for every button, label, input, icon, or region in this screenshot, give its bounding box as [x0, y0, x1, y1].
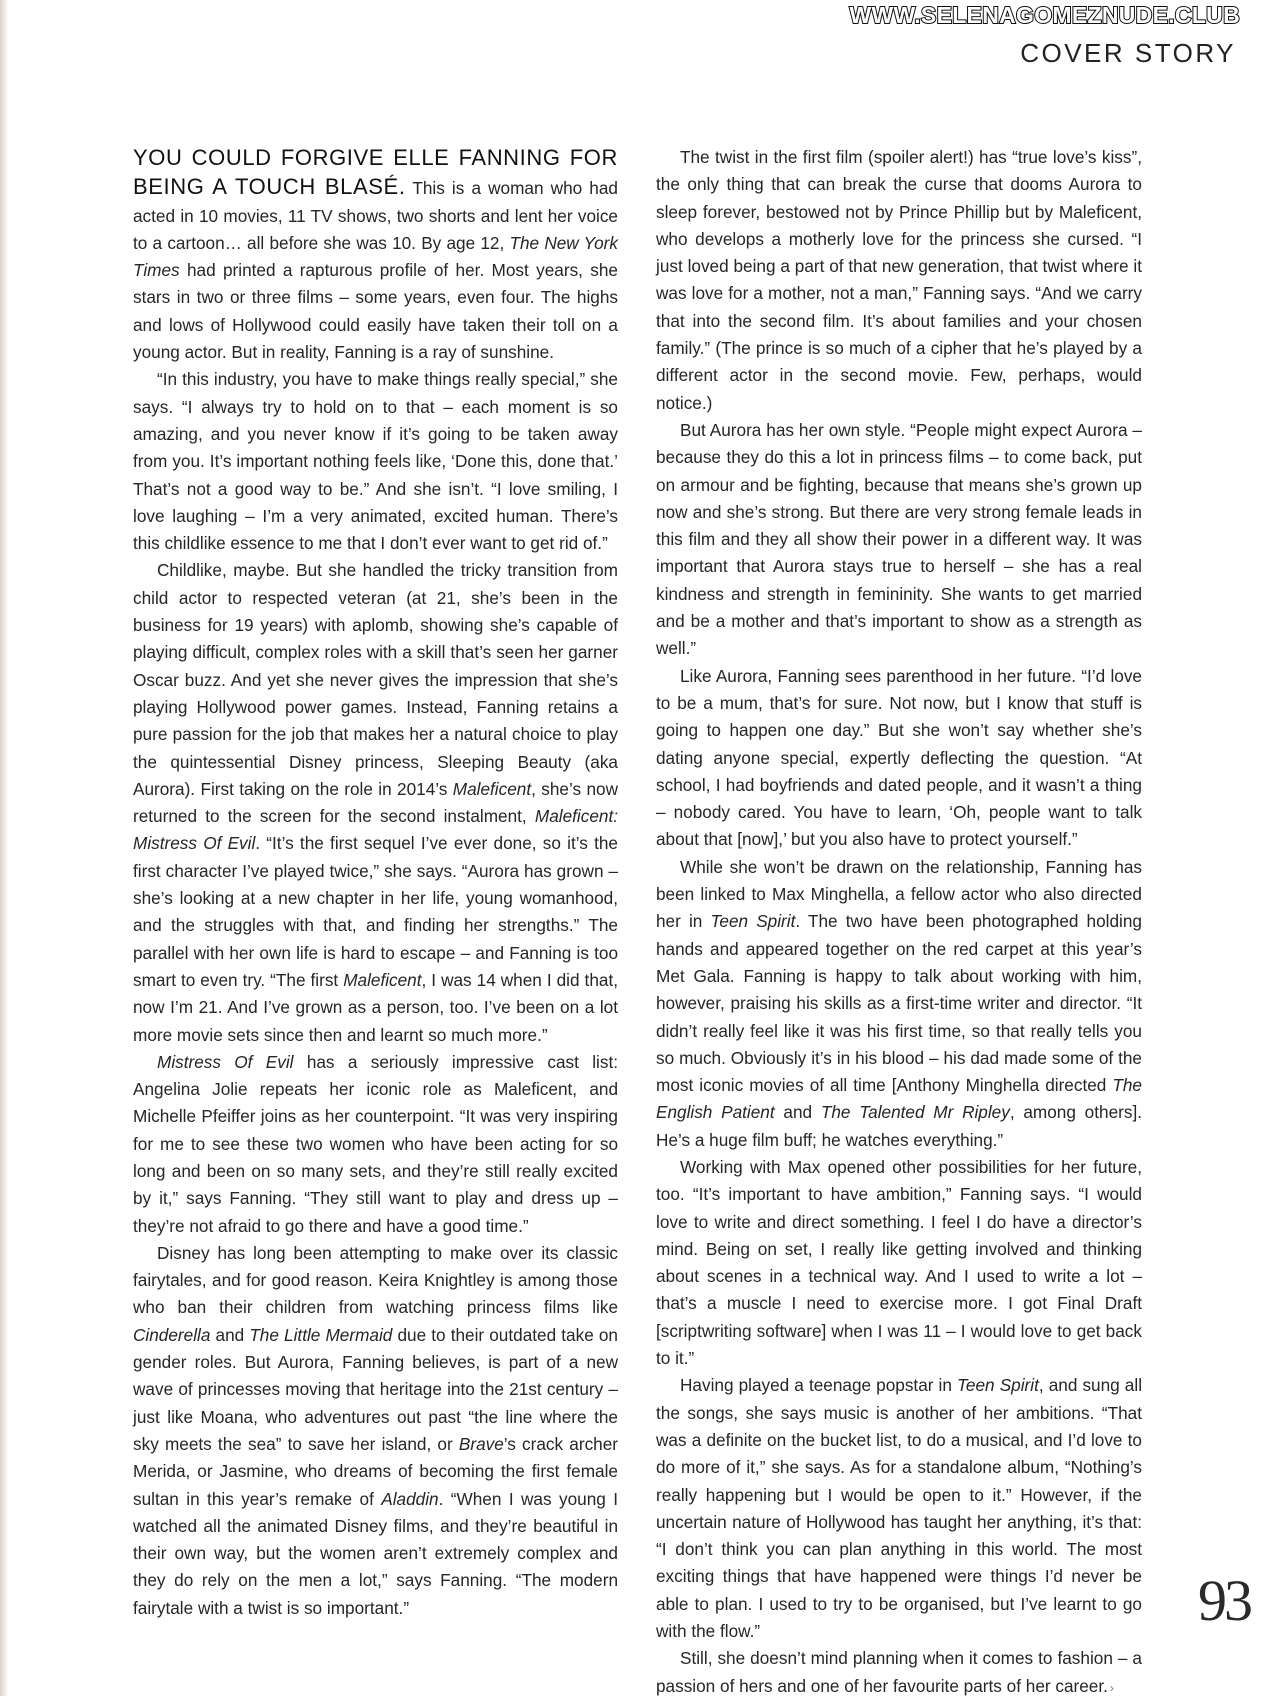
- film-title: Teen Spirit: [710, 911, 796, 932]
- continue-arrow-icon: ›: [1109, 1680, 1114, 1695]
- film-title: Aladdin: [381, 1488, 439, 1509]
- page-gutter-shadow: [0, 0, 9, 1696]
- film-title: Brave: [458, 1433, 504, 1454]
- film-title: Maleficent: Mistress Of Evil: [133, 806, 618, 854]
- film-title: Mistress Of Evil: [157, 1051, 294, 1072]
- film-title: Teen Spirit: [957, 1375, 1039, 1396]
- page-number: 93: [1198, 1568, 1250, 1633]
- film-title: The Talented Mr Ripley: [820, 1102, 1010, 1123]
- article-paragraph: Childlike, maybe. But she handled the tricky transition from child actor to respected veteran (at 21, she’s been in the business for 19 years) with aplomb, showing she’s capable of playing difficult, complex roles with a skill that’s seen her garner Oscar buzz. And yet she never gives the impression that she’s playing Hollywood power games. Instead, Fanning retains a pure passion for the job that makes her a natural choice to play the quintessential Disney princess, Sleeping Beauty (aka Aurora). First taking on the role in 2014’s Maleficent, she’s now returned to the screen for the second instalment, Maleficent: Mistress Of Evil. “It’s the first sequel I’ve ever done, so it’s the first character I’ve played twice,” she says. “Aurora has grown – she’s looking at a new chapter in her life, young womanhood, and the struggles with that, and finding her strengths.” The parallel with her own life is hard to escape – and Fanning is too smart to even try. “The first Maleficent, I was 14 when I did that, now I’m 21. And I’ve grown as a person, too. I’ve been on a lot more movie sets since then and learnt so much more.”: [133, 560, 619, 1045]
- publication-title: The New York Times: [133, 232, 618, 281]
- article-paragraph: Mistress Of Evil has a seriously impressive cast list: Angelina Jolie repeats her iconic role as Maleficent, and Michelle Pfeiffer joins as her counterpoint. “It was very inspiring for me to see these two women who have been acting for so long and been on so many sets, and they’re still really excited by it,” says Fanning. “They still want to play and dress up – they’re not afraid to go there and have a good time.”: [133, 1051, 618, 1236]
- article-paragraph: Working with Max opened other possibilities for her future, too. “It’s important to have ambition,” Fanning says. “I would love to write and direct something. I feel I do have a director’s mind. Being on set, I really like getting involved and thinking about scenes in a technical way. And I used to write a lot – that’s a muscle I need to exercise more. I got Final Draft [scriptwriting software] when I was 11 – I would love to get back to it.”: [656, 1156, 1142, 1369]
- film-title: Maleficent: [343, 969, 422, 990]
- article-paragraph: But Aurora has her own style. “People might expect Aurora – because they do this a lot in princess films – to come back, put on armour and be fighting, because that means she’s grown up now and she’s strong. But there are very strong female leads in this film and they all show their power in a different way. It was important that Aurora stays true to herself – she has a real kindness and strength in femininity. She wants to get married and be a mother and that’s important to show as a strength as well.”: [656, 419, 1142, 659]
- article-column-right: [656, 144, 1142, 1702]
- film-title: Maleficent: [452, 778, 532, 799]
- article-paragraph: Still, she doesn’t mind planning when it comes to fashion – a passion of hers and one of her favourite parts of her career. ›: [656, 1648, 1142, 1696]
- article-paragraph: Disney has long been attempting to make over its classic fairytales, and for good reason. Keira Knightley is among those who ban their children from watching princess films like Cinderella and The Little Mermaid due to their outdated take on gender roles. But Aurora, Fanning believes, is part of a new wave of princesses moving that heritage into the 21st century – just like Moana, who adventures out past “the line where the sky meets the sea” to save her island, or Brave’s crack archer Merida, or Jasmine, who dreams of becoming the first female sultan in this year’s remake of Aladdin. “When I was young I watched all the animated Disney films, and they’re beautiful in their own way, but the women aren’t extremely complex and they do rely on the men a lot,” says Fanning. “The modern fairytale with a twist is so important.”: [133, 1242, 618, 1618]
- article-paragraph: Having played a teenage popstar in Teen Spirit, and sung all the songs, she says music is another of her ambitions. “That was a definite on the bucket list, to do a musical, and I’d love to do more of it,” she says. As for a standalone album, “Nothing’s really happening but I would be open to it.” However, if the uncertain nature of Hollywood has taught her anything, it’s that: “I don’t think you can plan anything in this world. The most exciting things that have happened were things I’d never be able to plan. I used to try to be organised, but I’ve learnt to go with the flow.”: [656, 1375, 1143, 1642]
- article-paragraph: The twist in the first film (spoiler alert!) has “true love’s kiss”, the only thing that can break the curse that dooms Aurora to sleep forever, bestowed not by Prince Phillip but by Maleficent, who develops a motherly love for the princess she cursed. “I just loved being a part of that new generation, that twist where it was love for a mother, not a man,” Fanning says. “And we carry that into the second film. It’s about families and your chosen family.” (The prince is so much of a cipher that he’s played by a different actor in the second movie. Few, perhaps, would notice.): [656, 147, 1142, 413]
- article-paragraph: While she won’t be drawn on the relationship, Fanning has been linked to Max Minghella, a fellow actor who also directed her in Teen Spirit. The two have been photographed holding hands and appeared together on the red carpet at this year’s Met Gala. Fanning is happy to talk about working with him, however, praising his skills as a first-time writer and director. “It didn’t really feel like it was his first time, so that really tells you so much. Obviously it’s in his blood – his dad made some of the most iconic movies of all time [Anthony Minghella directed The English Patient and The Talented Mr Ripley, among others]. He’s a huge film buff; he watches everything.”: [656, 856, 1143, 1150]
- film-title: Cinderella: [133, 1324, 211, 1345]
- lead-in-heading: YOU COULD FORGIVE ELLE FANNING FOR BEING A TOUCH BLASÉ.: [133, 145, 618, 200]
- watermark-text: WWW.SELENAGOMEZNUDE.CLUB: [849, 2, 1240, 28]
- film-title: The English Patient: [656, 1075, 1142, 1123]
- section-label: COVER STORY: [1020, 38, 1236, 68]
- article-paragraph: Like Aurora, Fanning sees parenthood in her future. “I’d love to be a mum, that’s for sure. Not now, but I know that stuff is going to happen one day.” But she won’t say whether she’s dating anyone special, expertly deflecting the question. “At school, I had boyfriends and dated people, and it wasn’t a thing – nobody cared. You have to learn, ‘Oh, people want to talk about that [now],’ but you also have to protect yourself.”: [656, 665, 1142, 850]
- article-paragraph: “In this industry, you have to make things really special,” she says. “I always try to hold on to that – each moment is so amazing, and you never know if it’s going to be taken away from you. It’s important nothing feels like, ‘Done this, done that.’ That’s not a good way to be.” And she isn’t. “I love smiling, I love laughing – I’m a very animated, excited human. There’s this childlike essence to me that I don’t ever want to get rid of.”: [133, 369, 618, 554]
- film-title: The Little Mermaid: [249, 1324, 393, 1345]
- article-column-left: [133, 144, 618, 1622]
- article-paragraph: YOU COULD FORGIVE ELLE FANNING FOR BEING A TOUCH BLASÉ. This is a woman who had acted in 10 movies, 11 TV shows, two shorts and lent her voice to a cartoon… all before she was 10. By age 12, The New York Times had printed a rapturous profile of her. Most years, she stars in two or three films – some years, even four. The highs and lows of Hollywood could easily have taken their toll on a young actor. But in reality, Fanning is a ray of sunshine.: [133, 145, 618, 363]
